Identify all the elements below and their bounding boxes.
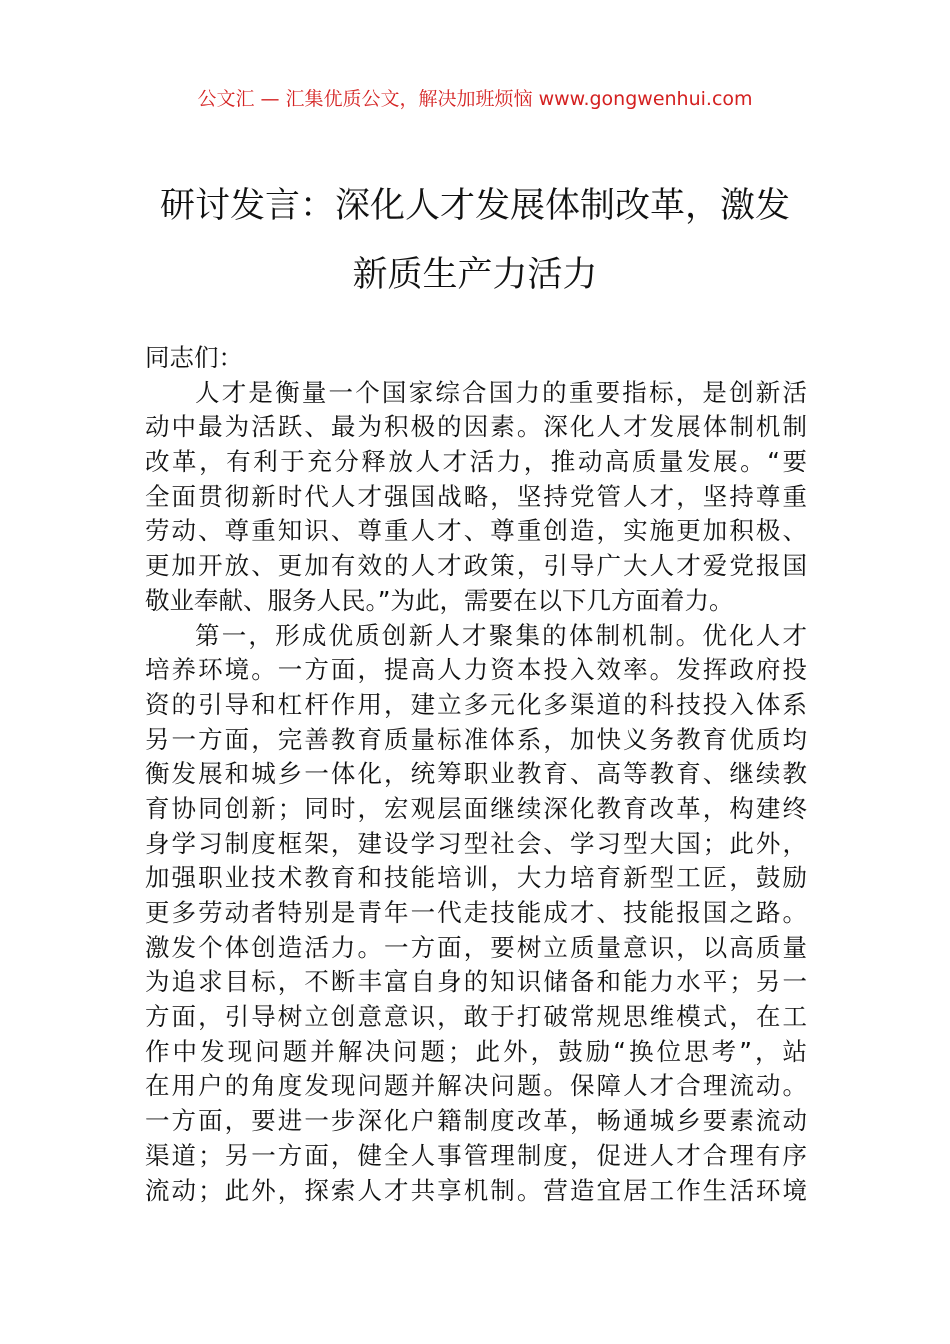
paragraph-line: 劳动、尊重知识、尊重人才、尊重创造，实施更加积极、 bbox=[145, 516, 807, 546]
paragraph-line: 第一，形成优质创新人才聚集的体制机制。优化人才 bbox=[195, 620, 807, 650]
document-title-line-2: 新质生产力活力 bbox=[352, 255, 598, 295]
document-body bbox=[145, 341, 807, 1208]
paragraph-line: 另一方面，完善教育质量标准体系，加快义务教育优质均 bbox=[145, 724, 807, 754]
paragraph-line: 资的引导和杠杆作用，建立多元化多渠道的科技投入体系 bbox=[145, 689, 807, 719]
paragraph-line: 动中最为活跃、最为积极的因素。深化人才发展体制机制 bbox=[145, 412, 807, 442]
paragraph-line: 方面，引导树立创意意识，敢于打破常规思维模式，在工 bbox=[145, 1002, 807, 1032]
paragraph-line: 敬业奉献、服务人民。”为此，需要在以下几方面着力。 bbox=[145, 585, 734, 615]
paragraphs bbox=[145, 376, 807, 1209]
paragraph-line: 在用户的角度发现问题并解决问题。保障人才合理流动。 bbox=[145, 1071, 807, 1101]
document-title-line-1: 研讨发言：深化人才发展体制改革，激发 bbox=[159, 186, 790, 226]
paragraph-line: 育协同创新；同时，宏观层面继续深化教育改革，构建终 bbox=[145, 793, 807, 823]
paragraph-line: 为追求目标，不断丰富自身的知识储备和能力水平；另一 bbox=[145, 967, 807, 997]
paragraph-line: 全面贯彻新时代人才强国战略，坚持党管人才，坚持尊重 bbox=[145, 481, 807, 511]
paragraph-line: 流动；此外，探索人才共享机制。营造宜居工作生活环境 bbox=[145, 1175, 807, 1205]
paragraph-line: 渠道；另一方面，健全人事管理制度，促进人才合理有序 bbox=[145, 1140, 807, 1170]
paragraph-line: 一方面，要进一步深化户籍制度改革，畅通城乡要素流动 bbox=[145, 1106, 807, 1136]
paragraph-line: 更多劳动者特别是青年一代走技能成才、技能报国之路。 bbox=[145, 898, 807, 927]
paragraph-line: 人才是衡量一个国家综合国力的重要指标，是创新活 bbox=[195, 377, 807, 407]
paragraph-line: 改革，有利于充分释放人才活力，推动高质量发展。“要 bbox=[145, 447, 807, 477]
paragraph-line: 作中发现问题并解决问题；此外，鼓励“换位思考”，站 bbox=[145, 1036, 807, 1066]
paragraph-line: 衡发展和城乡一体化，统筹职业教育、高等教育、继续教 bbox=[145, 759, 807, 789]
paragraph-line: 激发个体创造活力。一方面，要树立质量意识，以高质量 bbox=[145, 932, 807, 962]
paragraph-line: 培养环境。一方面，提高人力资本投入效率。发挥政府投 bbox=[145, 655, 807, 685]
paragraph-line: 加强职业技术教育和技能培训，大力培育新型工匠，鼓励 bbox=[145, 863, 807, 893]
salutation: 同志们： bbox=[145, 343, 243, 372]
paragraph-line: 身学习制度框架，建设学习型社会、学习型大国；此外， bbox=[145, 828, 807, 858]
paragraph-line: 更加开放、更加有效的人才政策，引导广大人才爱党报国 bbox=[145, 551, 807, 581]
watermark-header: 公文汇 — 汇集优质公文，解决加班烦恼 www.gongwenhui.com bbox=[197, 88, 753, 110]
